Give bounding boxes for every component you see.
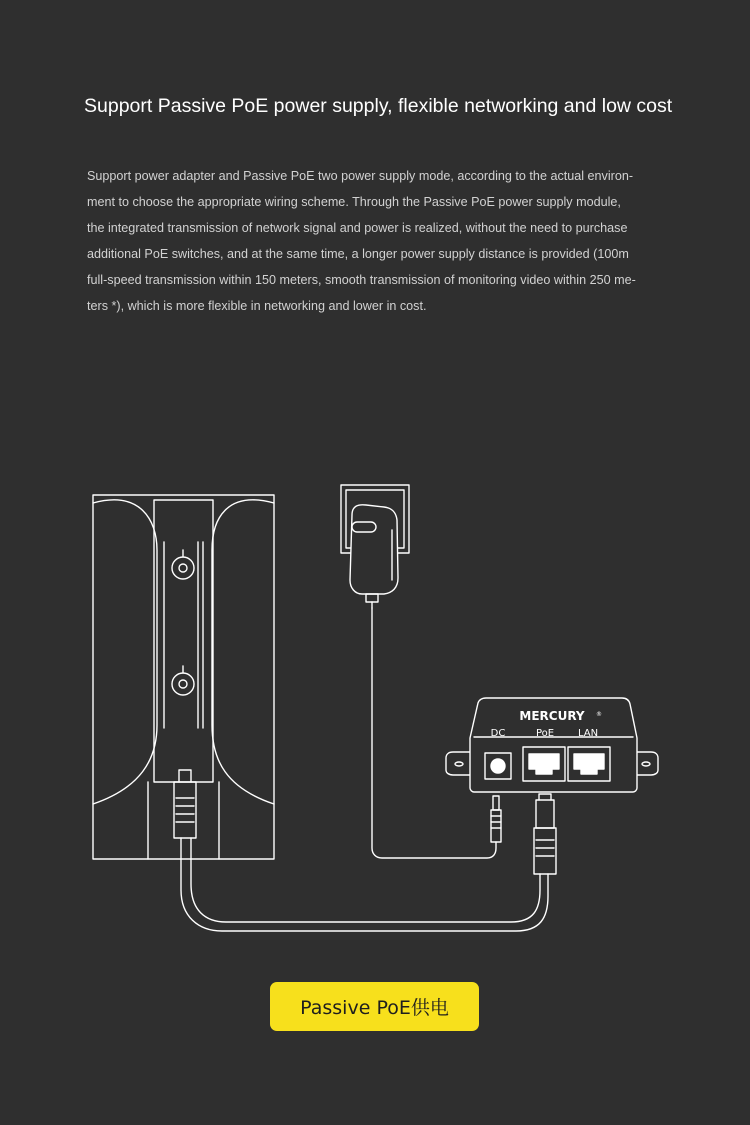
rj45-plug-icon — [174, 770, 196, 838]
cpe-device-icon — [93, 495, 274, 859]
trademark-symbol: ® — [596, 711, 602, 718]
dc-plug-icon — [491, 796, 501, 842]
keyhole-icon — [172, 666, 194, 695]
keyhole-icon — [172, 550, 194, 579]
injector-brand: MERCURY — [519, 709, 585, 723]
ethernet-cable — [181, 838, 548, 931]
port-label-poe: PoE — [535, 728, 555, 739]
port-label-lan: LAN — [577, 728, 599, 739]
port-label-dc: DC — [490, 728, 506, 739]
power-adapter-icon — [350, 505, 398, 608]
description-paragraph: Support power adapter and Passive PoE two power supply mode, according to the actual environ- ment to choose the appropriate wiring scheme. Through the Passive PoE power supply module, the integrated transmission of network signal and power is realized, without the need to purchase additional PoE switches, and at the same time, a longer power supply distance is provided (100m full-speed transmission within 150 meters, smooth transmission of monitoring video within 250 me- ters *), which is more flexible in networking and lower in cost. — [87, 169, 636, 313]
ethernet-cable — [191, 838, 540, 922]
wiring-diagram — [0, 470, 750, 950]
passive-poe-badge: Passive PoE供电 — [270, 982, 479, 1031]
rj45-plug-icon — [534, 794, 556, 874]
section-heading: Support Passive PoE power supply, flexible networking and low cost — [84, 95, 673, 117]
